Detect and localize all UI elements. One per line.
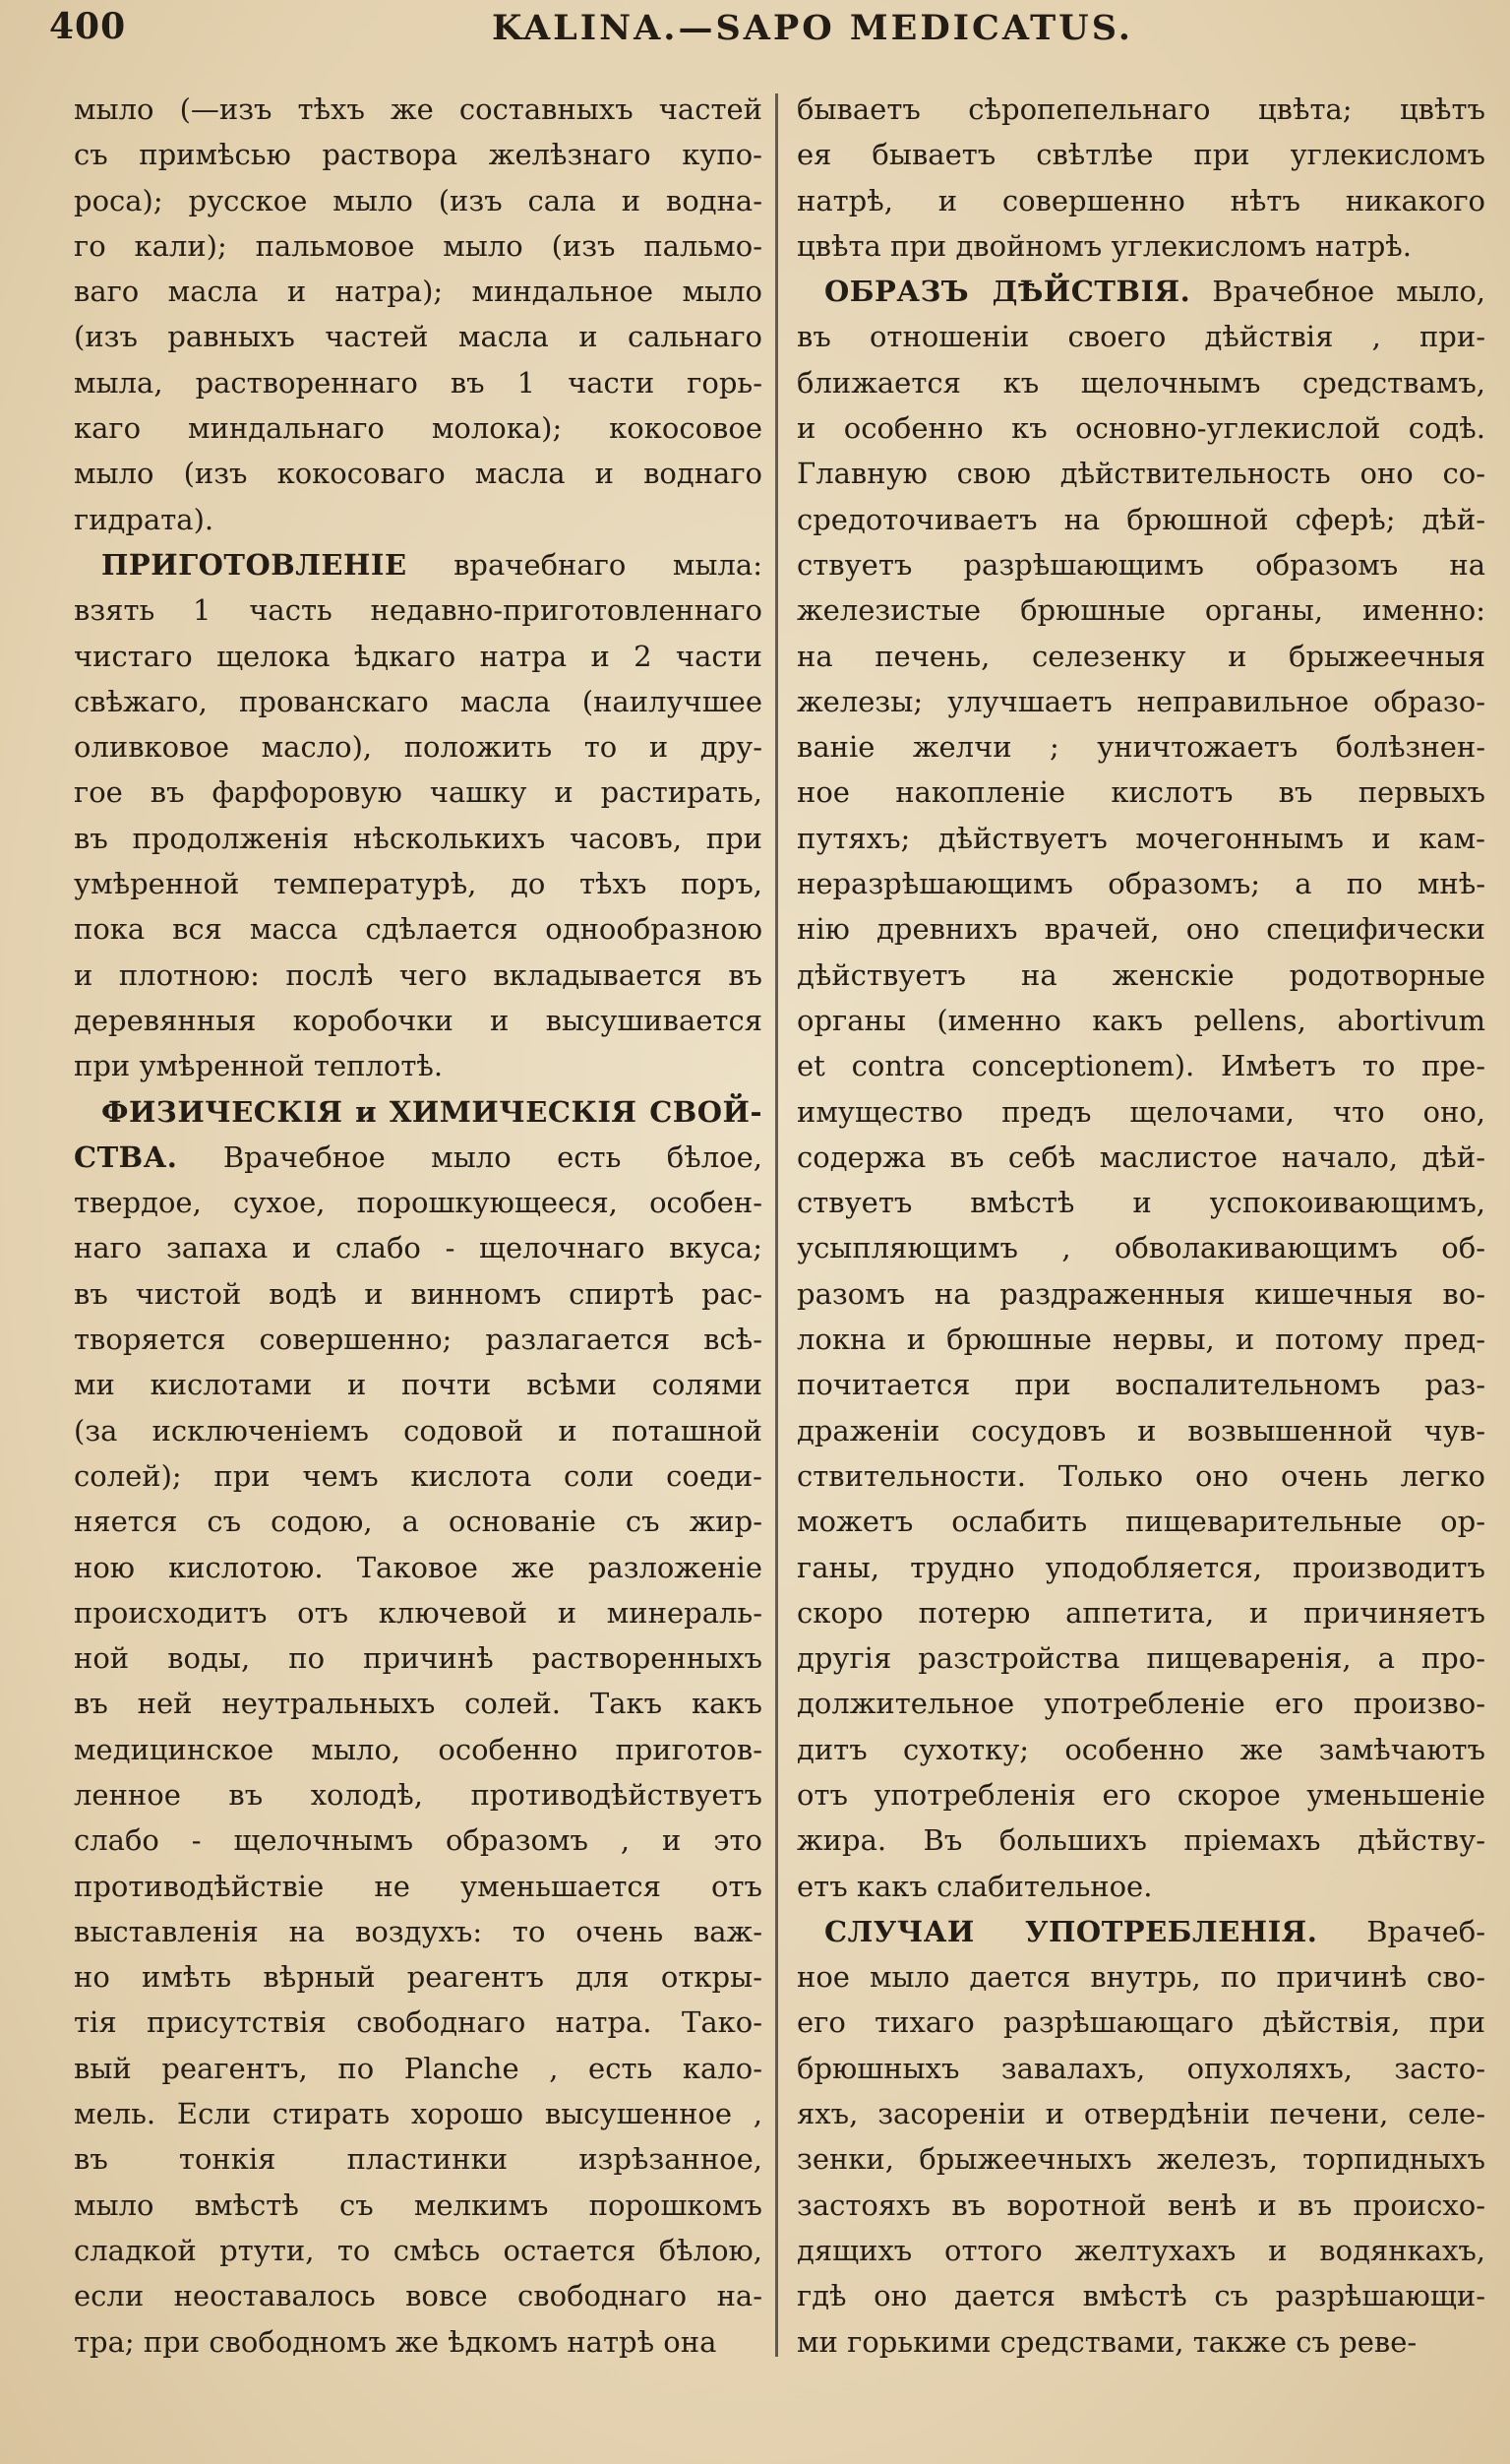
text-line: жира. Въ большихъ пріемахъ дѣйству- xyxy=(797,1823,1485,1858)
text-line: въ отношеніи своего дѣйствія , при- xyxy=(797,320,1485,354)
text-line: пока вся масса сдѣлается однообразною xyxy=(74,912,762,947)
text-line: происходитъ отъ ключевой и минераль- xyxy=(74,1595,762,1630)
text-line: на печень, селезенку и брыжеечныя xyxy=(797,639,1485,673)
text-line: го кали); пальмовое мыло (изъ пальмо- xyxy=(74,228,762,263)
text-line: гое въ фарфоровую чашку и растирать, xyxy=(74,775,762,810)
text-line: солей); при чемъ кислота соли соеди- xyxy=(74,1458,762,1493)
page-header xyxy=(0,0,1510,59)
text-line: выставленія на воздухъ: то очень важ- xyxy=(74,1914,762,1948)
text-line: СЛУЧАИ УПОТРЕБЛЕНІЯ. Врачеб- xyxy=(824,1914,1485,1948)
text-line: разомъ на раздраженныя кишечныя во- xyxy=(797,1276,1485,1311)
text-line: ною кислотою. Таковое же разложеніе xyxy=(74,1550,762,1584)
text-line: ваго масла и натра); миндальное мыло xyxy=(74,275,762,309)
text-line: мель. Если стирать хорошо высушенное , xyxy=(74,2097,762,2131)
text-line: зенки, брыжеечныхъ железъ, торпидныхъ xyxy=(797,2142,1485,2177)
text-line: ми кислотами и почти всѣми солями xyxy=(74,1368,762,1402)
text-line: етъ какъ слабительное. xyxy=(797,1869,1153,1903)
text-line: въ чистой водѣ и винномъ спиртѣ рас- xyxy=(74,1276,762,1311)
text-line: мыло (изъ кокосоваго масла и воднаго xyxy=(74,457,762,491)
text-line: если неоставалось вовсе свободнаго на- xyxy=(74,2279,762,2313)
text-line: скоро потерю аппетита, и причиняетъ xyxy=(797,1595,1485,1630)
text-line: ми горькими средствами, также съ реве- xyxy=(797,2324,1418,2359)
text-line: железистые брюшные органы, именно: xyxy=(797,593,1485,628)
text-line: дитъ сухотку; особенно же замѣчаютъ xyxy=(797,1732,1485,1766)
text-line: застояхъ въ воротной венѣ и въ происхо- xyxy=(797,2187,1485,2222)
text-line: медицинское мыло, особенно приготов- xyxy=(74,1732,762,1766)
text-line: тра; при свободномъ же ѣдкомъ натрѣ она xyxy=(74,2324,717,2359)
text-line: умѣренной температурѣ, до тѣхъ поръ, xyxy=(74,867,762,901)
text-line: деревянныя коробочки и высушивается xyxy=(74,1003,762,1037)
text-line: и особенно къ основно-углекислой содѣ. xyxy=(797,411,1485,446)
text-line: наго запаха и слабо - щелочнаго вкуса; xyxy=(74,1231,762,1265)
left-column xyxy=(74,87,762,2365)
text-line: при умѣренной теплотѣ. xyxy=(74,1049,444,1083)
text-line: но имѣть вѣрный реагентъ для откры- xyxy=(74,1960,762,1995)
text-line: гдѣ оно дается вмѣстѣ съ разрѣшающи- xyxy=(797,2279,1485,2313)
text-line: содержа въ себѣ маслистое начало, дѣй- xyxy=(797,1140,1485,1174)
right-column xyxy=(797,87,1485,2365)
text-line: свѣжаго, прованскаго масла (наилучшее xyxy=(74,684,762,718)
text-line: съ примѣсью раствора желѣзнаго купо- xyxy=(74,138,762,172)
text-line: сладкой ртути, то смѣсь остается бѣлою, xyxy=(74,2233,762,2267)
text-line: железы; улучшаетъ неправильное образо- xyxy=(797,684,1485,718)
running-head: KALINA.—SAPO MEDICATUS. xyxy=(492,8,1133,48)
text-line: et contra conceptionem). Имѣетъ то пре- xyxy=(797,1049,1485,1083)
text-line: ганы, трудно уподобляется, производитъ xyxy=(797,1550,1485,1584)
text-line: ной воды, по причинѣ растворенныхъ xyxy=(74,1641,762,1676)
text-line: натрѣ, и совершенно нѣтъ никакого xyxy=(797,183,1485,217)
text-line: творяется совершенно; разлагается всѣ- xyxy=(74,1323,762,1357)
text-line: ленное въ холодѣ, противодѣйствуетъ xyxy=(74,1777,762,1812)
text-line: въ тонкія пластинки изрѣзанное, xyxy=(74,2142,762,2177)
text-line: ОБРАЗЪ ДѢЙСТВІЯ. Врачебное мыло, xyxy=(824,275,1485,309)
text-line: имущество предъ щелочами, что оно, xyxy=(797,1094,1485,1129)
text-line: ваніе желчи ; уничтожаетъ болѣзнен- xyxy=(797,730,1485,765)
text-line: яхъ, засореніи и отвердѣніи печени, селе- xyxy=(797,2097,1485,2131)
text-line: взять 1 часть недавно-приготовленнаго xyxy=(74,593,762,628)
text-line: его тихаго разрѣшающаго дѣйствія, при xyxy=(797,2005,1485,2040)
text-line: ное накопленіе кислотъ въ первыхъ xyxy=(797,775,1485,810)
text-line: (изъ равныхъ частей масла и сальнаго xyxy=(74,320,762,354)
text-line: драженіи сосудовъ и возвышенной чув- xyxy=(797,1413,1485,1448)
text-line: вый реагентъ, по Planche , есть кало- xyxy=(74,2051,762,2085)
text-line: ФИЗИЧЕСКІЯ и ХИМИЧЕСКІЯ СВОЙ- xyxy=(101,1094,762,1129)
text-line: мыло (—изъ тѣхъ же составныхъ частей xyxy=(74,92,762,126)
text-line: дѣйствуетъ на женскіе родотворные xyxy=(797,957,1485,992)
text-line: въ продолженія нѣсколькихъ часовъ, при xyxy=(74,821,762,855)
text-line: мыла, раствореннаго въ 1 части горь- xyxy=(74,365,762,400)
text-line: противодѣйствіе не уменьшается отъ xyxy=(74,1869,762,1903)
text-line: ствуетъ разрѣшающимъ образомъ на xyxy=(797,547,1485,582)
text-line: брюшныхъ завалахъ, опухоляхъ, засто- xyxy=(797,2051,1485,2085)
text-line: органы (именно какъ pellens, abortivum xyxy=(797,1003,1485,1037)
text-line: путяхъ; дѣйствуетъ мочегоннымъ и кам- xyxy=(797,821,1485,855)
text-line: ея бываетъ свѣтлѣе при углекисломъ xyxy=(797,138,1485,172)
text-line: цвѣта при двойномъ углекисломъ натрѣ. xyxy=(797,228,1413,263)
text-line: почитается при воспалительномъ раз- xyxy=(797,1368,1485,1402)
text-line: Главную свою дѣйствительность оно со- xyxy=(797,457,1485,491)
text-line: нію древнихъ врачей, оно специфически xyxy=(797,912,1485,947)
text-line: можетъ ослабить пищеварительные ор- xyxy=(797,1505,1485,1539)
text-line: ствительности. Только оно очень легко xyxy=(797,1458,1485,1493)
text-line: твердое, сухое, порошкующееся, особен- xyxy=(74,1186,762,1220)
text-line: неразрѣшающимъ образомъ; а по мнѣ- xyxy=(797,867,1485,901)
text-line: средоточиваетъ на брюшной сферѣ; дѣй- xyxy=(797,502,1485,536)
text-line: ближается къ щелочнымъ средствамъ, xyxy=(797,365,1485,400)
text-line: отъ употребленія его скорое уменьшеніе xyxy=(797,1777,1485,1812)
text-line: слабо - щелочнымъ образомъ , и это xyxy=(74,1823,762,1858)
page-number: 400 xyxy=(49,6,127,47)
column-divider xyxy=(775,93,778,2357)
text-line: тія присутствія свободнаго натра. Тако- xyxy=(74,2005,762,2040)
text-line: ное мыло дается внутрь, по причинѣ сво- xyxy=(797,1960,1485,1995)
text-line: должительное употребленіе его произво- xyxy=(797,1687,1485,1721)
text-line: въ ней неутральныхъ солей. Такъ какъ xyxy=(74,1687,762,1721)
text-line: дящихъ оттого желтухахъ и водянкахъ, xyxy=(797,2233,1485,2267)
text-line: (за исключеніемъ содовой и поташной xyxy=(74,1413,762,1448)
text-line: мыло вмѣстѣ съ мелкимъ порошкомъ xyxy=(74,2187,762,2222)
text-line: ствуетъ вмѣстѣ и успокоивающимъ, xyxy=(797,1186,1485,1220)
text-line: няется съ содою, а основаніе съ жир- xyxy=(74,1505,762,1539)
text-line: другія разстройства пищеваренія, а про- xyxy=(797,1641,1485,1676)
text-line: ПРИГОТОВЛЕНІЕ врачебнаго мыла: xyxy=(101,547,762,582)
text-line: роса); русское мыло (изъ сала и водна- xyxy=(74,183,762,217)
text-line: локна и брюшные нервы, и потому пред- xyxy=(797,1323,1485,1357)
text-line: чистаго щелока ѣдкаго натра и 2 части xyxy=(74,639,762,673)
text-line: бываетъ сѣропепельнаго цвѣта; цвѣтъ xyxy=(797,92,1485,126)
text-line: и плотною: послѣ чего вкладывается въ xyxy=(74,957,762,992)
text-line: усыпляющимъ , обволакивающимъ об- xyxy=(797,1231,1485,1265)
text-line: гидрата). xyxy=(74,502,214,536)
text-line: СТВА. Врачебное мыло есть бѣлое, xyxy=(74,1140,762,1174)
text-line: каго миндальнаго молока); кокосовое xyxy=(74,411,762,446)
text-line: оливковое масло), положить то и дру- xyxy=(74,730,762,765)
